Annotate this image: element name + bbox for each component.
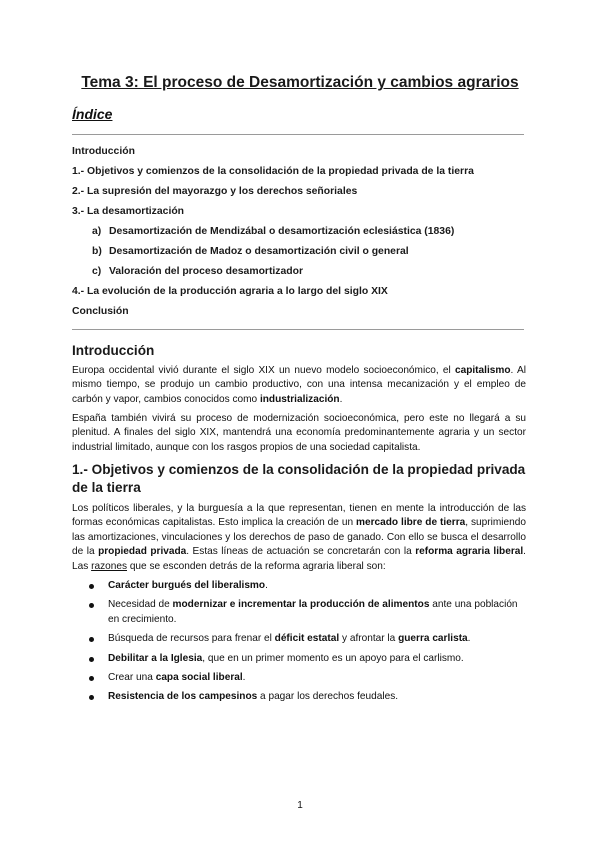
- page-number: 1: [297, 800, 303, 811]
- toc-item: Conclusión: [72, 306, 129, 317]
- bullet-dot-icon: [89, 676, 94, 681]
- toc-subitem-text: Desamortización de Madoz o desamortización civil o general: [109, 246, 409, 257]
- bullet-dot-icon: [89, 657, 94, 662]
- list-item: Carácter burgués del liberalismo.: [72, 579, 526, 593]
- list-item: Búsqueda de recursos para frenar el déficit estatal y afrontar la guerra carlista.: [72, 632, 526, 646]
- document-title: Tema 3: El proceso de Desamortización y cambios agrarios: [81, 74, 519, 91]
- bullet-dot-icon: [89, 584, 94, 589]
- toc-subitem-marker: c): [92, 266, 102, 277]
- toc-item: 1.- Objetivos y comienzos de la consolidación de la propiedad privada de la tierra: [72, 166, 474, 177]
- intro-paragraph-1: Europa occidental vivió durante el siglo XIX un nuevo modelo socioeconómico, el capitalismo. Al mismo tiempo, se produjo un cambio productivo, con una intensa mecanización y el empleo de carbón y vapor, cambios conocidos como industrialización.: [72, 365, 526, 405]
- list-item: Resistencia de los campesinos a pagar los derechos feudales.: [72, 690, 526, 704]
- divider-bottom: [72, 329, 524, 330]
- toc-subitem-text: Desamortización de Mendizábal o desamortización eclesiástica (1836): [109, 226, 455, 237]
- toc-subitem-text: Valoración del proceso desamortizador: [109, 266, 304, 277]
- toc-subitem: [92, 226, 454, 237]
- divider-top: [72, 134, 524, 135]
- list-item: Necesidad de modernizar e incrementar la producción de alimentos ante una población en crecimiento.: [72, 598, 526, 627]
- toc-subitem-marker: b): [92, 246, 102, 257]
- reasons-list: [72, 579, 526, 705]
- section1-paragraph: Los políticos liberales, y la burguesía a la que representan, tienen en mente la introducción de las formas económicas capitalistas. Esto implica la creación de un mercado libre de tierra, suprimiendo las amortizaciones, vinculaciones y los derechos de paso de ganado. Con ello se busca el desarrollo de la propiedad privada. Estas líneas de actuación se concretarán con la reforma agraria liberal. Las razones que se esconden detrás de la reforma agraria liberal son:: [72, 503, 526, 572]
- toc-subitem-marker: a): [92, 226, 102, 237]
- toc-item: 2.- La supresión del mayorazgo y los derechos señoriales: [72, 186, 358, 197]
- section1-heading: 1.- Objetivos y comienzos de la consolidación de la propiedad privada de la tierra: [72, 462, 526, 495]
- intro-heading: Introducción: [72, 343, 155, 358]
- intro-paragraph-2: España también vivirá su proceso de modernización socioeconómica, pero este no llegará a su plenitud. A finales del siglo XIX, mantendrá una economía predominantemente agraria y un sector industrial limitado, aunque con los rasgos propios de una sociedad capitalista.: [72, 413, 526, 453]
- toc-item: 4.- La evolución de la producción agraria a lo largo del siglo XIX: [72, 286, 388, 297]
- index-heading: Índice: [72, 106, 113, 122]
- bullet-dot-icon: [89, 603, 94, 608]
- toc-subitem: [92, 246, 409, 257]
- list-item: Debilitar a la Iglesia, que en un primer momento es un apoyo para el carlismo.: [72, 652, 526, 666]
- toc-item: 3.- La desamortización: [72, 206, 185, 217]
- bullet-dot-icon: [89, 695, 94, 700]
- list-item: Crear una capa social liberal.: [72, 671, 526, 685]
- toc-subitem: [92, 266, 303, 277]
- bullet-dot-icon: [89, 637, 94, 642]
- toc-item: Introducción: [72, 146, 135, 157]
